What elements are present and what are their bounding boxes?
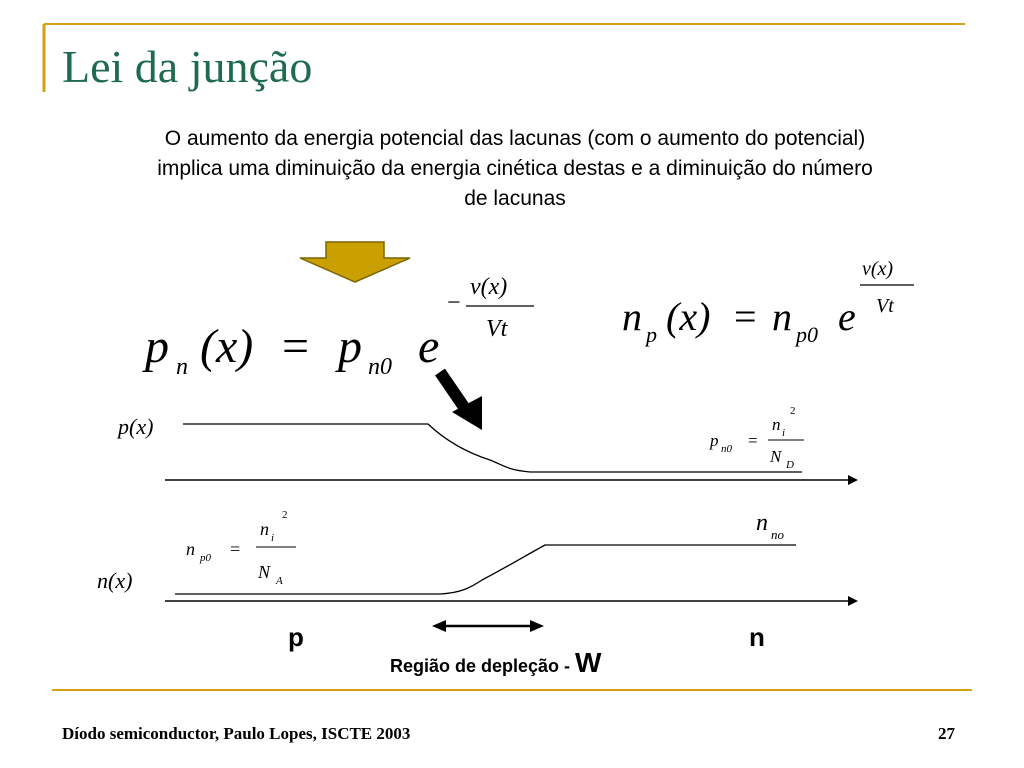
np0-formula: [186, 509, 296, 587]
svg-text:Vt: Vt: [486, 316, 508, 342]
svg-text:i: i: [782, 427, 786, 439]
svg-text:n: n: [176, 354, 188, 380]
svg-text:i: i: [271, 532, 275, 544]
svg-text:N: N: [258, 562, 271, 582]
hole-concentration-plot: [116, 414, 858, 485]
n-region-label: n: [749, 622, 765, 652]
subtitle-line-2: implica uma diminuição da energia cinética destas e a diminuição do número: [157, 157, 873, 180]
svg-text:n: n: [772, 415, 781, 434]
svg-text:N: N: [770, 447, 782, 466]
svg-text:D: D: [786, 459, 794, 471]
svg-text:p: p: [646, 322, 657, 347]
svg-text:n: n: [772, 294, 792, 339]
svg-text:n: n: [756, 510, 768, 536]
svg-text:p0: p0: [200, 552, 211, 564]
p-region-label: p: [288, 622, 304, 652]
svg-text:=: =: [734, 294, 757, 339]
n-axis-label: n(x): [97, 568, 133, 593]
svg-text:n: n: [622, 294, 642, 339]
footer-credit: Díodo semiconductor, Paulo Lopes, ISCTE 2003: [62, 724, 411, 743]
black-arrow-icon: [440, 372, 482, 430]
p-axis-arrowhead: [848, 475, 858, 485]
svg-text:p: p: [145, 320, 169, 373]
svg-text:e: e: [838, 294, 856, 339]
depletion-region-label: Região de depleção - W: [390, 647, 602, 678]
p-axis-label: p(x): [118, 414, 154, 439]
svg-text:=: =: [230, 539, 241, 559]
slide-title: Lei da junção: [62, 41, 313, 92]
svg-text:v(x): v(x): [470, 274, 508, 300]
svg-text:n0: n0: [368, 354, 392, 380]
electron-concentration-plot: [97, 545, 858, 606]
equation-pn: [142, 274, 534, 380]
svg-text:=: =: [282, 320, 310, 373]
svg-text:p: p: [710, 431, 719, 450]
svg-text:e: e: [418, 320, 440, 373]
svg-text:n: n: [260, 519, 269, 539]
svg-text:2: 2: [790, 405, 796, 417]
svg-text:(x): (x): [666, 294, 711, 339]
svg-text:Vt: Vt: [876, 295, 894, 317]
svg-text:n: n: [186, 539, 195, 559]
svg-text:no: no: [771, 527, 784, 542]
svg-text:n0: n0: [721, 443, 732, 455]
svg-text:2: 2: [282, 509, 288, 521]
equation-np: [622, 258, 914, 347]
svg-text:−: −: [447, 290, 461, 316]
nno-label: [756, 510, 785, 542]
down-arrow-icon: [300, 242, 410, 282]
pn0-formula: [709, 405, 804, 471]
svg-text:v(x): v(x): [862, 258, 894, 280]
page-number: 27: [938, 724, 955, 743]
subtitle-line-1: O aumento da energia potencial das lacunas (com o aumento do potencial): [164, 127, 866, 150]
subtitle-line-3: de lacunas: [464, 187, 566, 210]
svg-text:A: A: [276, 575, 283, 587]
svg-text:=: =: [748, 431, 758, 450]
depletion-width-arrow-icon: [432, 620, 544, 632]
svg-text:p: p: [338, 320, 362, 373]
n-axis-arrowhead: [848, 596, 858, 606]
slide-subtitle: [50, 124, 980, 214]
svg-text:p0: p0: [796, 322, 818, 347]
svg-text:(x): (x): [200, 320, 254, 373]
